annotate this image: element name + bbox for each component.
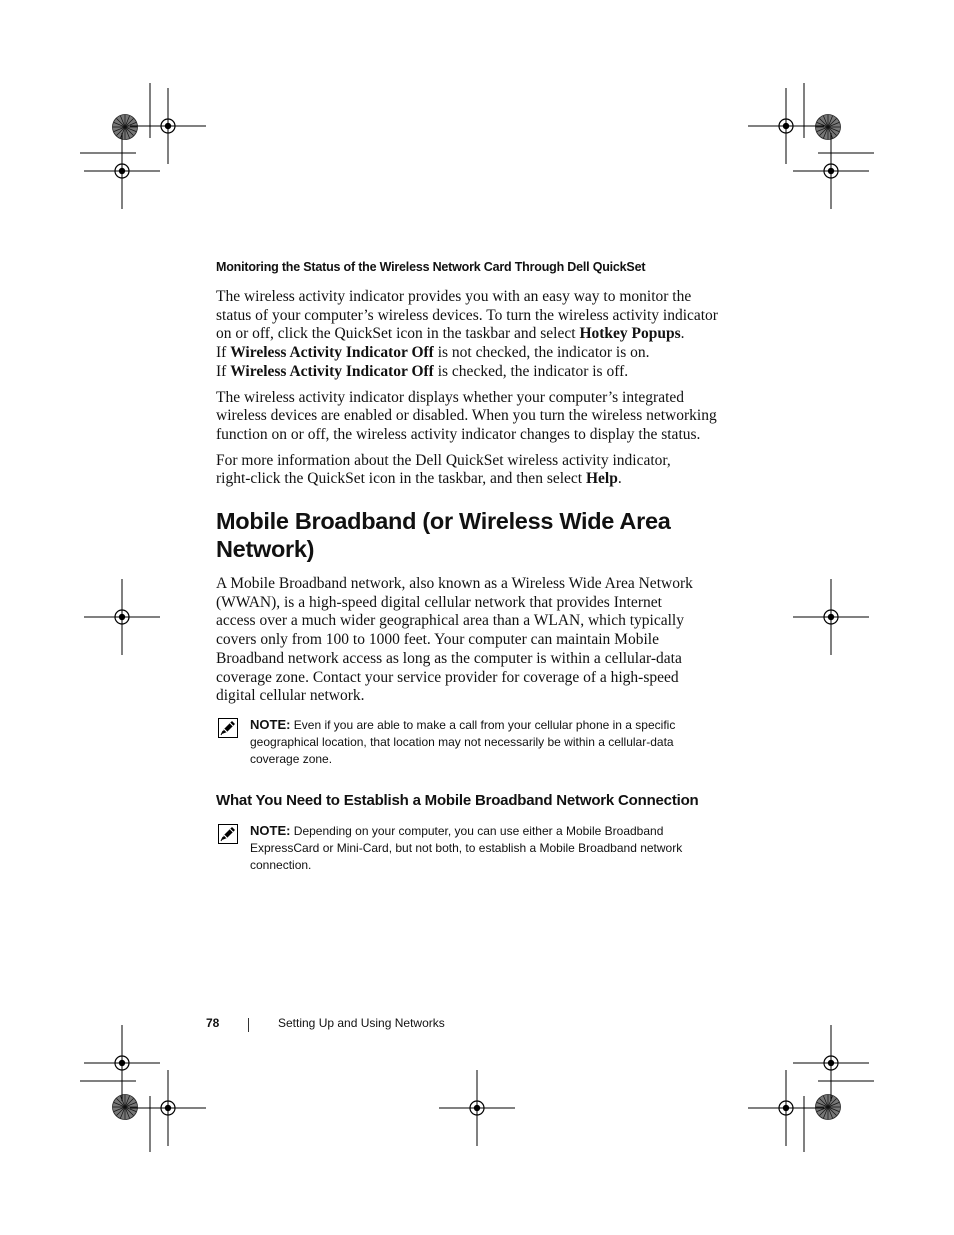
text-segment: on or off, click the QuickSet icon in the taskbar and select xyxy=(216,325,580,343)
text-line xyxy=(216,325,716,344)
text-segment: right-click the QuickSet icon in the taskbar, and then select xyxy=(216,470,586,488)
text-line: connection. xyxy=(250,857,312,872)
text-line xyxy=(216,363,716,382)
page-content xyxy=(216,258,716,874)
text-segment: Depending on your computer, you can use either a Mobile Broadband xyxy=(290,823,664,838)
paragraph-quickset-intro xyxy=(216,288,716,382)
text-line: coverage zone. xyxy=(250,751,333,766)
ui-term-help: Help xyxy=(585,470,618,488)
paragraph-more-info xyxy=(216,452,716,489)
text-line xyxy=(250,822,716,840)
section-heading-requirements: What You Need to Establish a Mobile Broadband Network Connection xyxy=(216,791,699,809)
ui-term-indicator-off: Wireless Activity Indicator Off xyxy=(230,362,434,380)
text-line xyxy=(216,470,716,489)
note-label: NOTE: xyxy=(250,716,291,732)
text-line: geographical location, that location may not necessarily be within a cellular-data xyxy=(250,734,674,749)
ui-term-indicator-off: Wireless Activity Indicator Off xyxy=(230,344,434,362)
note-coverage-zone xyxy=(216,716,716,768)
text-segment: If xyxy=(216,344,231,362)
note-expresscard-minicard xyxy=(216,822,716,874)
text-line: covers only from 100 to 1000 feet. Your computer can maintain Mobile xyxy=(216,631,659,649)
text-line: ExpressCard or Mini-Card, but not both, to establish a Mobile Broadband network xyxy=(250,840,683,855)
title-line: Network) xyxy=(216,536,315,563)
text-line xyxy=(216,344,716,363)
note-pencil-icon xyxy=(218,824,238,844)
text-line: (WWAN), is a high-speed digital cellular network that provides Internet xyxy=(216,593,662,611)
section-title-mobile-broadband xyxy=(216,507,716,563)
footer-separator xyxy=(248,1018,249,1032)
text-segment: Even if you are able to make a call from your cellular phone in a specific xyxy=(290,717,676,732)
text-line: status of your computer’s wireless devices. To turn the wireless activity indicator xyxy=(216,306,718,324)
ui-term-hotkey-popups: Hotkey Popups xyxy=(579,325,681,343)
note-text xyxy=(250,822,716,874)
note-label: NOTE: xyxy=(250,822,291,838)
text-segment: is checked, the indicator is off. xyxy=(433,362,629,380)
chapter-title: Setting Up and Using Networks xyxy=(278,1016,445,1030)
text-line: The wireless activity indicator displays whether your computer’s integrated xyxy=(216,388,685,406)
text-line: access over a much wider geographical area than a WLAN, which typically xyxy=(216,612,684,630)
text-line xyxy=(250,716,716,734)
text-segment: is not checked, the indicator is on. xyxy=(433,344,650,362)
title-line: Mobile Broadband (or Wireless Wide Area xyxy=(216,508,671,535)
text-line: function on or off, the wireless activity indicator changes to display the status. xyxy=(216,425,701,443)
text-line: The wireless activity indicator provides you with an easy way to monitor the xyxy=(216,288,692,305)
text-line: For more information about the Dell QuickSet wireless activity indicator, xyxy=(216,451,671,469)
section-heading-quickset: Monitoring the Status of the Wireless Network Card Through Dell QuickSet xyxy=(216,260,646,274)
note-text xyxy=(250,716,716,768)
text-segment: . xyxy=(680,325,685,343)
text-line: wireless devices are enabled or disabled. When you turn the wireless networking xyxy=(216,407,717,425)
text-line: coverage zone. Contact your service provider for coverage of a high-speed xyxy=(216,668,679,686)
text-segment: If xyxy=(216,362,231,380)
note-pencil-icon xyxy=(218,718,238,738)
paragraph-indicator-display xyxy=(216,389,716,445)
text-line: digital cellular network. xyxy=(216,687,365,705)
text-segment: . xyxy=(617,470,622,488)
text-line: Broadband network access as long as the computer is within a cellular-data xyxy=(216,649,682,667)
text-line: A Mobile Broadband network, also known as a Wireless Wide Area Network xyxy=(216,575,693,593)
page-number: 78 xyxy=(206,1016,220,1030)
paragraph-mobile-broadband xyxy=(216,575,716,706)
